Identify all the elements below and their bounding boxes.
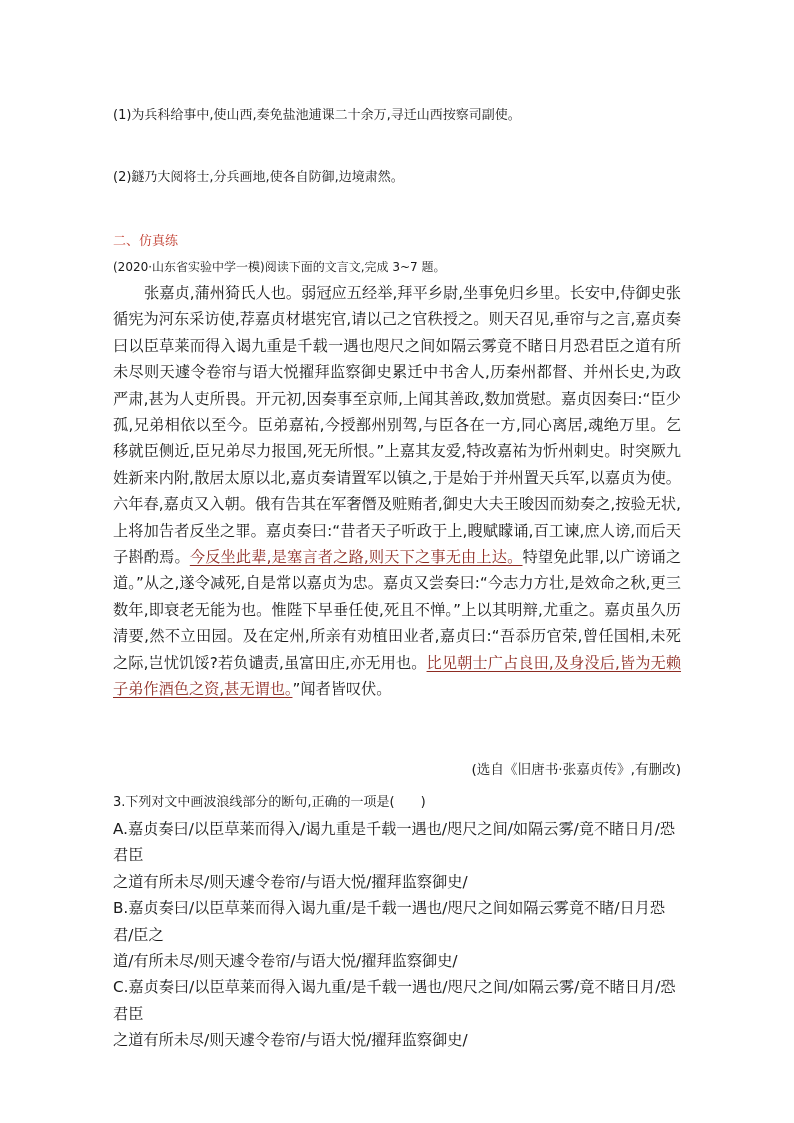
option-a-line-1: A.嘉贞奏曰/以臣草莱而得入/谒九重是千载一遇也/咫尺之间/如隔云雾/竟不睹日月/恐君臣 <box>113 820 676 865</box>
passage-part-2: 特望免此罪,以广谤诵之道。”从之,遂令减死,自是常以嘉贞为忠。嘉贞又尝奏曰:“今志力方壮,是效命之秋,更三数年,即衰老无能为也。惟陛下早垂任使,死且不惮。”上以其明辩,尤重之。嘉贞虽久历清要,然不立田园。及在定州,所亲有劝植田业者,嘉贞曰:“吾忝历官荣,曾任国相,未死之际,岂忧饥馁?若负谴责,虽富田庄,亦无用也。 <box>113 548 682 672</box>
passage-part-3: ”闻者皆叹伏。 <box>292 680 392 699</box>
option-c-line-1: C.嘉贞奏曰/以臣草莱而得入谒九重/是千载一遇也/咫尺之间/如隔云雾/竟不睹日月/恐君臣 <box>113 978 676 1023</box>
option-b-line-2: 道/有所未尽/则天遽令卷帘/与语大悦/擢拜监察御史/ <box>113 952 458 971</box>
section-source: (2020·山东省实验中学一模)阅读下面的文言文,完成 3~7 题。 <box>113 260 446 274</box>
underlined-sentence-2: 比见朝士广占良田,及身没后,皆为无赖子弟作酒色之资,甚无谓也。 <box>113 653 682 699</box>
option-c-line-2: 之道有所未尽/则天遽令卷帘/与语大悦/擢拜监察御史/ <box>113 1031 468 1050</box>
passage <box>113 280 681 703</box>
question-3-options <box>113 816 681 1054</box>
translation-item-1: (1)为兵科给事中,使山西,奏免盐池逋课二十余万,寻迁山西按察司副使。 <box>113 108 521 123</box>
passage-attribution: (选自《旧唐书·张嘉贞传》,有删改) <box>471 762 681 778</box>
question-3-stem: 3.下列对文中画波浪线部分的断句,正确的一项是( ) <box>113 795 426 810</box>
option-b-line-1: B.嘉贞奏曰/以臣草莱而得入谒九重/是千载一遇也/咫尺之间如隔云雾竟不睹/日月恐君/臣之 <box>113 899 666 944</box>
underlined-sentence-1: 今反坐此辈,是塞言者之路,则天下之事无由上达。 <box>189 548 523 567</box>
translation-item-2: (2)鐩乃大阅将士,分兵画地,使各自防御,边境肃然。 <box>113 170 404 185</box>
passage-part-1: 张嘉贞,蒲州猗氏人也。弱冠应五经举,拜平乡尉,坐事免归乡里。长安中,侍御史张循宪为河东采访使,荐嘉贞材堪宪官,请以己之官秩授之。则天召见,垂帘与之言,嘉贞奏曰以臣草莱而得入谒九重是千载一遇也咫尺之间如隔云雾竟不睹日月恐君臣之道有所未尽则天遽令卷帘与语大悦擢拜监察御史累迁中书舍人,历秦州都督、并州长史,为政严肃,甚为人吏所畏。开元初,因奏事至京师,上闻其善政,数加赏慰。嘉贞因奏曰:“臣少孤,兄弟相依以至今。臣弟嘉祐,今授鄯州别驾,与臣各在一方,同心离居,魂绝万里。乞移就臣侧近,臣兄弟尽力报国,死无所恨。”上嘉其友爱,特改嘉祐为忻州刺史。时突厥九姓新来内附,散居太原以北,嘉贞奏请置军以镇之,于是始于并州置天兵军,以嘉贞为使。六年春,嘉贞又入朝。俄有告其在军奢僭及赃贿者,御史大夫王晙因而劾奏之,按验无状,上将加告者反坐之罪。嘉贞奏曰:“昔者天子听政于上,瞍赋矇诵,百工谏,庶人谤,而后天子斟酌焉。 <box>113 284 681 567</box>
section-title: 二、仿真练 <box>113 234 179 249</box>
option-a-line-2: 之道有所未尽/则天遽令卷帘/与语大悦/擢拜监察御史/ <box>113 872 468 891</box>
